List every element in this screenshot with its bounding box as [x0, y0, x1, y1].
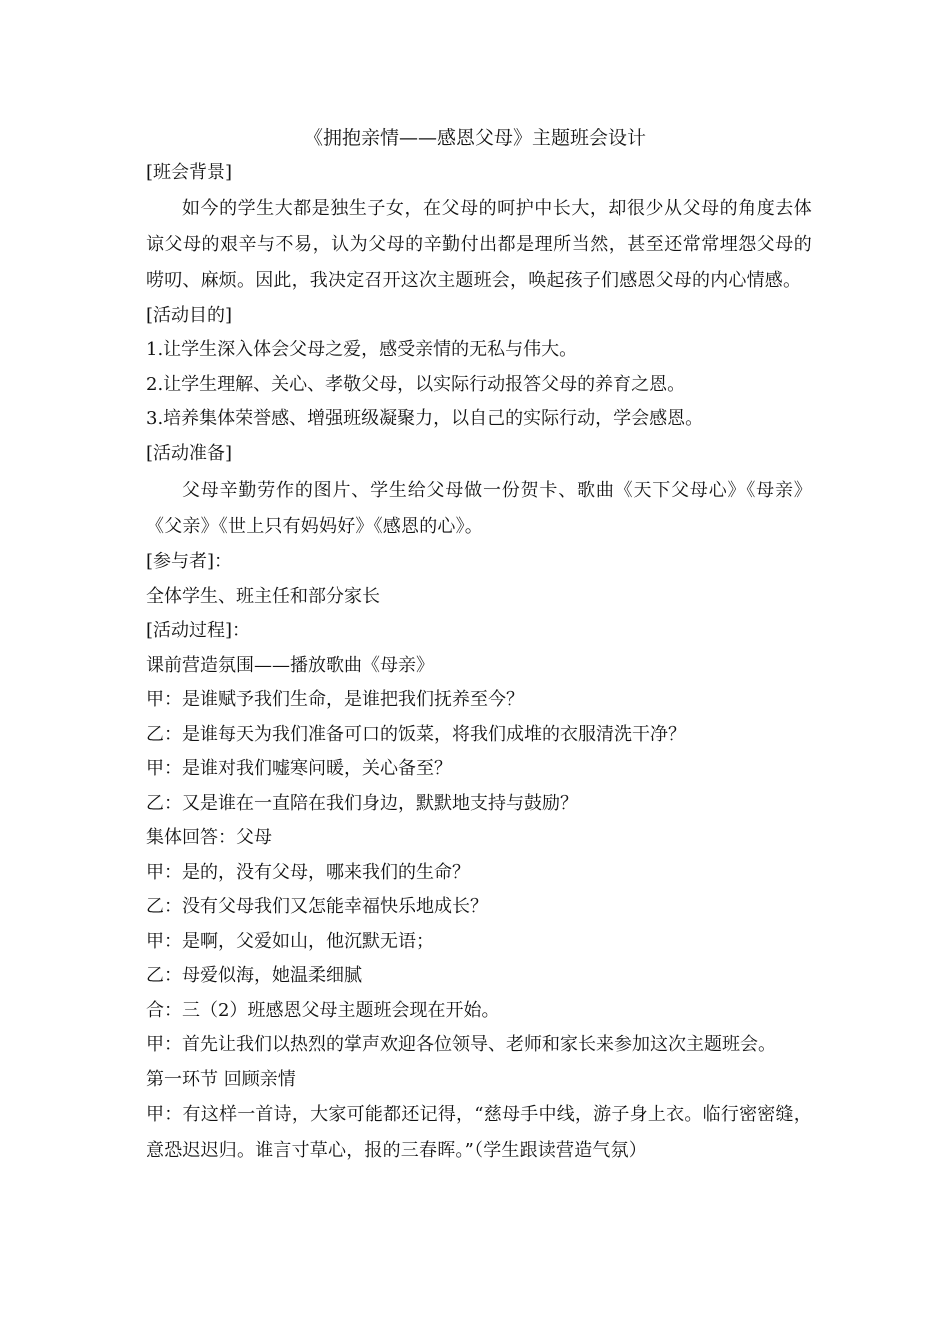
document-title: 《拥抱亲情——感恩父母》主题班会设计 — [303, 127, 646, 149]
goal-item: 1.让学生深入体会父母之爱，感受亲情的无私与伟大。 — [146, 339, 578, 360]
prep-heading: [活动准备] — [146, 442, 233, 464]
prep-paragraph: 父母辛勤劳作的图片、学生给父母做一份贺卡、歌曲《天下父母心》《母亲》《父亲》《世上只有妈妈好》《感恩的心》。 — [146, 480, 812, 537]
participants-text: 全体学生、班主任和部分家长 — [146, 585, 380, 607]
participants-heading: [参与者]： — [146, 551, 233, 572]
dialogue-line: 甲：是谁对我们嘘寒问暖，关心备至？ — [146, 758, 452, 779]
goal-heading: [活动目的] — [146, 304, 233, 326]
dialogue-line: 甲：是谁赋予我们生命，是谁把我们抚养至今？ — [146, 689, 524, 710]
dialogue-line: 甲：是的，没有父母，哪来我们的生命？ — [146, 861, 470, 883]
background-heading: [班会背景] — [146, 162, 233, 183]
poem-paragraph: 甲：有这样一首诗，大家可能都还记得，“慈母手中线，游子身上衣。临行密密缝，意恐迟迟归。谁言寸草心，报的三春晖。”（学生跟读营造气氛） — [146, 1104, 812, 1161]
dialogue-line: 乙：没有父母我们又怎能幸福快乐地成长？ — [146, 896, 488, 917]
process-line: 课前营造氛围——播放歌曲《母亲》 — [146, 654, 434, 676]
dialogue-line: 合：三（2）班感恩父母主题班会现在开始。 — [146, 999, 500, 1021]
process-heading: [活动过程]： — [146, 620, 251, 641]
dialogue-line: 甲：首先让我们以热烈的掌声欢迎各位领导、老师和家长来参加这次主题班会。 — [146, 1034, 776, 1055]
dialogue-line: 乙：是谁每天为我们准备可口的饭菜，将我们成堆的衣服清洗干净？ — [146, 723, 686, 745]
section-heading: 第一环节 回顾亲情 — [146, 1068, 296, 1090]
dialogue-line: 集体回答：父母 — [146, 827, 272, 848]
dialogue-line: 乙：又是谁在一直陪在我们身边，默默地支持与鼓励？ — [146, 792, 578, 814]
dialogue-line: 甲：是啊，父爱如山，他沉默无语； — [146, 930, 434, 952]
background-paragraph: 如今的学生大都是独生子女，在父母的呵护中长大，却很少从父母的角度去体谅父母的艰辛与不易，认为父母的辛勤付出都是理所当然，甚至还常常埋怨父母的唠叨、麻烦。因此，我决定召开这次主题班会，唤起孩子们感恩父母的内心情感。 — [146, 197, 812, 291]
dialogue-line: 乙：母爱似海，她温柔细腻 — [146, 965, 362, 986]
goal-item: 2.让学生理解、关心、孝敬父母，以实际行动报答父母的养育之恩。 — [146, 373, 686, 395]
goal-item: 3.培养集体荣誉感、增强班级凝聚力，以自己的实际行动，学会感恩。 — [146, 408, 704, 429]
document-body — [146, 156, 812, 1169]
